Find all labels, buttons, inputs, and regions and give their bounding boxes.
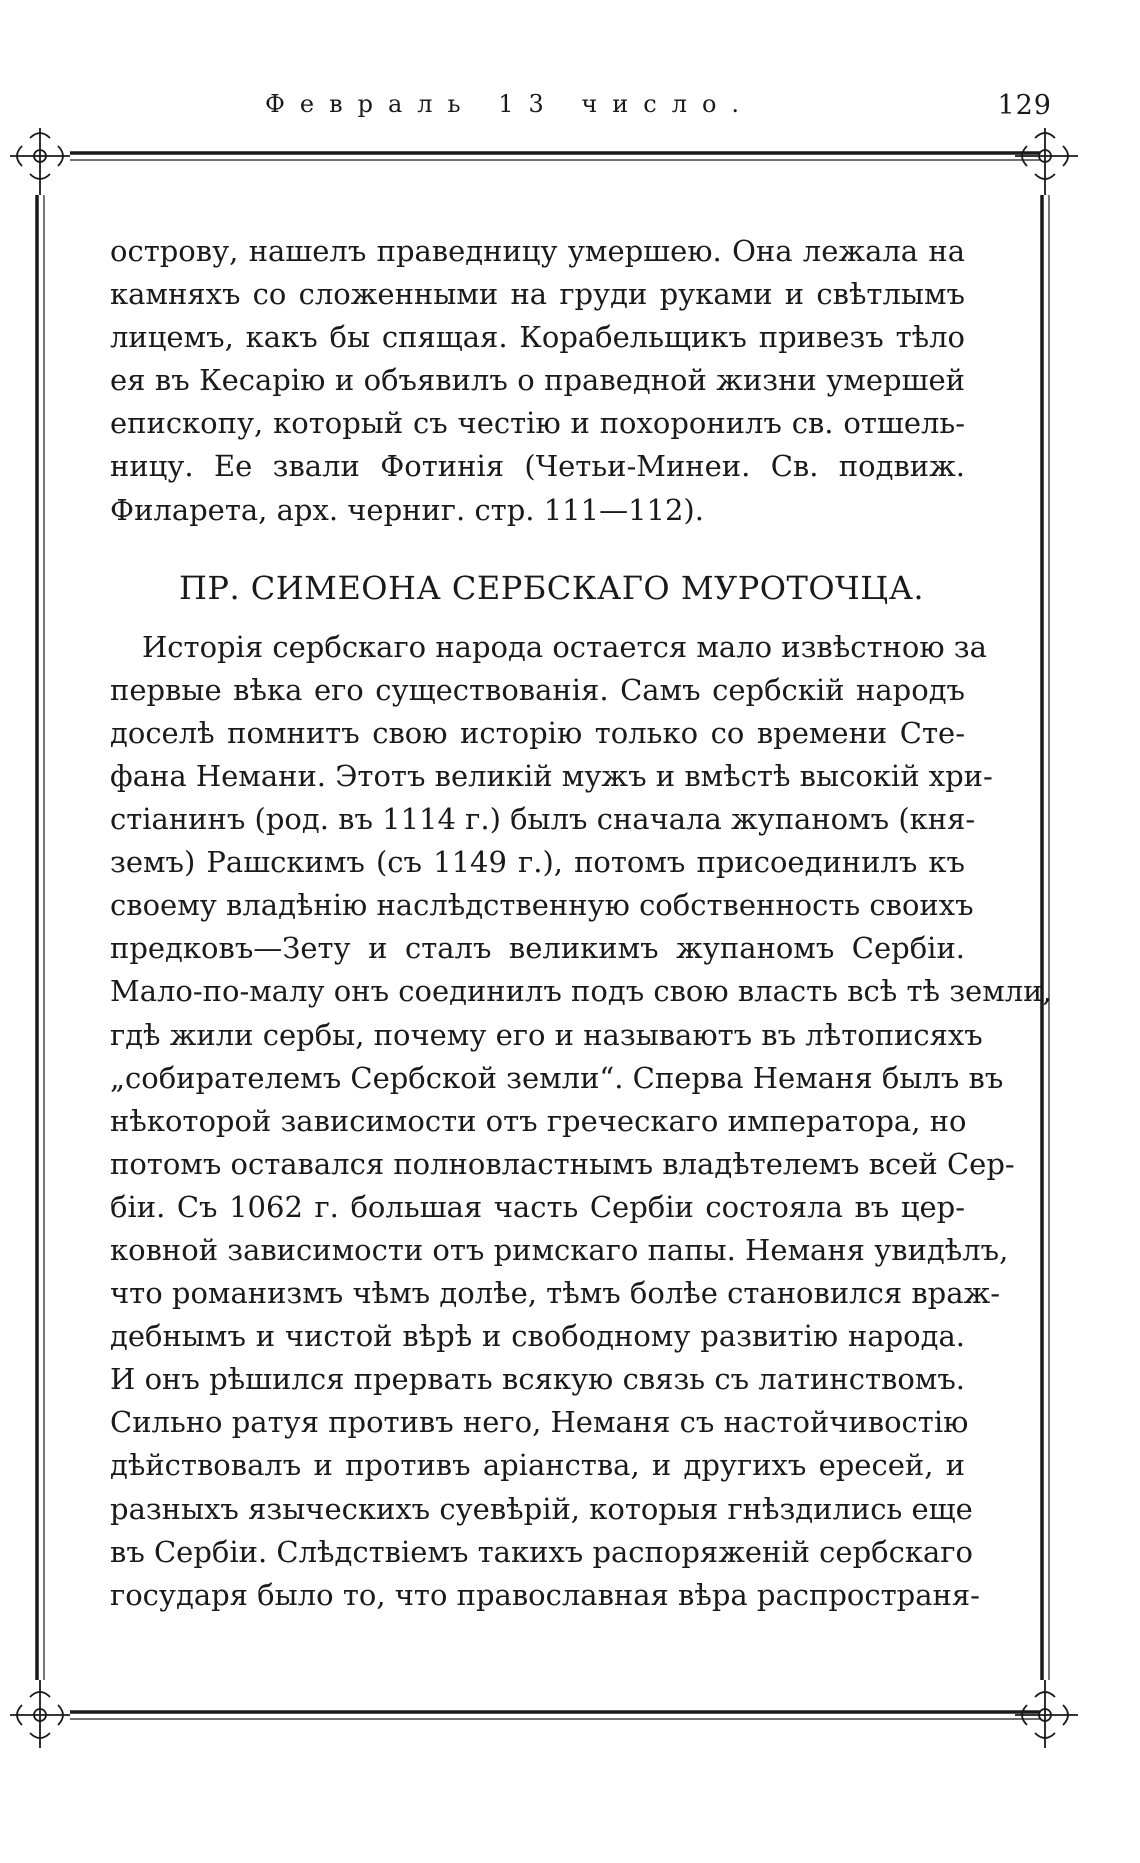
text-line: предковъ—Зету и сталъ великимъ жупаномъ Сербіи.	[110, 931, 965, 966]
text-line: дебнымъ и чистой вѣрѣ и свободному развитію народа.	[110, 1319, 965, 1354]
text-line: въ Сербіи. Слѣдствіемъ такихъ распоряженій сербскаго	[110, 1534, 973, 1569]
corner-ornament-bottom-right	[1015, 1680, 1078, 1748]
text-line: разныхъ языческихъ суевѣрій, которыя гнѣздились еще	[110, 1491, 973, 1526]
text-line: ницу. Ее звали Фотинія (Четьи-Минеи. Св. подвиж.	[110, 449, 965, 484]
text-line: фана Немани. Этотъ великій мужъ и вмѣстѣ высокій хри-	[110, 758, 993, 793]
text-line: гдѣ жили сербы, почему его и называютъ въ лѣтописяхъ	[110, 1017, 983, 1052]
running-head: Февраль 13 число.	[265, 90, 755, 118]
text-line: Исторія сербскаго народа остается мало извѣстною за	[142, 629, 987, 664]
text-line: И онъ рѣшился прервать всякую связь съ латинствомъ.	[110, 1362, 965, 1397]
text-line: ея въ Кесарію и объявилъ о праведной жизни умершей	[110, 363, 965, 398]
corner-ornament-bottom-left	[10, 1680, 70, 1748]
text-line: Филарета, арх. черниг. стр. 111—112).	[110, 492, 704, 527]
text-line: что романизмъ чѣмъ долѣе, тѣмъ болѣе становился враж-	[110, 1276, 1000, 1311]
corner-ornament-top-right	[1015, 128, 1078, 195]
page-number: 129	[997, 90, 1052, 121]
text-line: дѣйствовалъ и противъ аріанства, и другихъ ересей, и	[110, 1448, 965, 1483]
text-line: потомъ оставался полновластнымъ владѣтелемъ всей Сер-	[110, 1146, 1015, 1181]
corner-ornament-top-left	[10, 128, 70, 195]
text-line: ковной зависимости отъ римскаго папы. Неманя увидѣлъ,	[110, 1232, 1009, 1267]
text-line: первые вѣка его существованія. Самъ сербскій народъ	[110, 672, 965, 707]
text-line: своему владѣнію наслѣдственную собственность своихъ	[110, 888, 974, 923]
text-line: стіанинъ (род. въ 1114 г.) былъ сначала жупаномъ (кня-	[110, 802, 976, 837]
text-line: Мало-по-малу онъ соединилъ подъ свою власть всѣ тѣ земли,	[110, 974, 1052, 1009]
text-line: лицемъ, какъ бы спящая. Корабельщикъ привезъ тѣло	[110, 320, 965, 355]
section-heading: ПР. СИМЕОНА СЕРБСКАГО МУРОТОЧЦА.	[179, 568, 925, 607]
text-line: біи. Съ 1062 г. большая часть Сербіи состояла въ цер-	[110, 1189, 965, 1224]
text-line: доселѣ помнитъ свою исторію только со времени Сте-	[110, 715, 965, 750]
page-body	[110, 230, 1052, 1617]
text-line: Сильно ратуя противъ него, Неманя съ настойчивостію	[110, 1405, 969, 1440]
section-paragraph	[110, 626, 1052, 1617]
text-line: государя было то, что православная вѣра распространя-	[110, 1577, 980, 1612]
text-line: „собирателемъ Сербской земли“. Сперва Неманя былъ въ	[110, 1060, 1004, 1095]
text-line: нѣкоторой зависимости отъ греческаго императора, но	[110, 1103, 967, 1138]
text-line: земъ) Рашскимъ (съ 1149 г.), потомъ присоединилъ къ	[110, 845, 965, 880]
text-line: камняхъ со сложенными на груди руками и свѣтлымъ	[110, 277, 965, 312]
text-line: епископу, который съ честію и похоронилъ св. отшель-	[110, 406, 965, 441]
text-line: острову, нашелъ праведницу умершею. Она лежала на	[110, 234, 965, 268]
paragraph-continuation	[110, 230, 965, 532]
